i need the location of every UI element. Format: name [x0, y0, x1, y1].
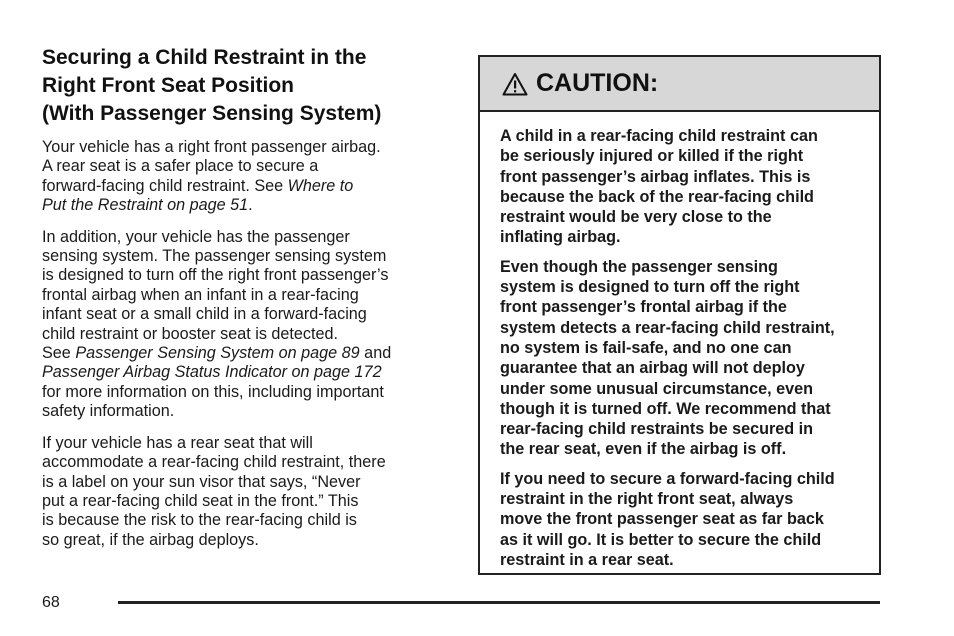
cross-reference-link[interactable]: Where to: [287, 176, 354, 195]
text-line: A rear seat is a safer place to secure a: [42, 157, 319, 176]
text-line: frontal airbag when an infant in a rear-facing: [42, 285, 359, 304]
text-line: so great, if the airbag deploys.: [42, 530, 259, 549]
text-line: infant seat or a small child in a forward-facing: [42, 305, 367, 324]
text-line: because the back of the rear-facing child: [500, 187, 814, 206]
title-line: (With Passenger Sensing System): [42, 102, 382, 125]
caution-paragraph: [500, 257, 863, 460]
text-line: child restraint or booster seat is detected.: [42, 324, 339, 343]
text-line: restraint in the right front seat, always: [500, 490, 794, 509]
text-line: restraint would be very close to the: [500, 208, 772, 227]
text-line: the rear seat, even if the airbag is off.: [500, 440, 787, 459]
text-line: guarantee that an airbag will not deploy: [500, 359, 805, 378]
text-line: for more information on this, including important: [42, 382, 384, 401]
cross-reference-link[interactable]: Put the Restraint on page 51: [42, 196, 249, 215]
caution-header: [480, 57, 879, 112]
text-line: If you need to secure a forward-facing child: [500, 469, 835, 488]
text-line: as it will go. It is better to secure the child: [500, 530, 822, 549]
page-number: 68: [42, 594, 60, 611]
text-line: move the front passenger seat as far back: [500, 510, 824, 529]
text-line: is because the risk to the rear-facing child is: [42, 511, 357, 530]
footer-divider: [118, 601, 880, 604]
main-column: [42, 44, 432, 562]
sun-visor-paragraph: [42, 434, 432, 550]
text-line: though it is turned off. We recommend that: [500, 399, 831, 418]
warning-triangle-icon: [502, 72, 528, 96]
text-line: accommodate a rear-facing child restraint, there: [42, 453, 386, 472]
text-line: sensing system. The passenger sensing system: [42, 247, 387, 266]
cross-reference-link[interactable]: Passenger Sensing System on page 89: [75, 344, 360, 363]
text-line: front passenger’s airbag inflates. This is: [500, 167, 811, 186]
text-line: no system is fail-safe, and no one can: [500, 338, 792, 357]
text-line: inflating airbag.: [500, 228, 621, 247]
text-line: rear-facing child restraints be secured in: [500, 420, 814, 439]
text-line: In addition, your vehicle has the passenger: [42, 227, 350, 246]
caution-title: CAUTION:: [536, 69, 659, 97]
text-line: See Passenger Sensing System on page 89 and: [42, 344, 392, 363]
text-line: put a rear-facing child seat in the front.” This: [42, 491, 359, 510]
text-line: system detects a rear-facing child restraint,: [500, 318, 835, 337]
text-line: under some unusual circumstance, even: [500, 379, 814, 398]
caution-body: [480, 112, 879, 570]
text-line: is designed to turn off the right front passenger’s: [42, 266, 389, 285]
text-line: A child in a rear-facing child restraint can: [500, 127, 818, 145]
text-line: system is designed to turn off the right: [500, 278, 800, 297]
text-line: front passenger’s frontal airbag if the: [500, 298, 787, 317]
text-line: [42, 363, 432, 382]
text-line: Your vehicle has a right front passenger airbag.: [42, 138, 381, 156]
section-title: [42, 44, 432, 128]
title-line: Right Front Seat Position: [42, 74, 294, 97]
sensing-system-paragraph: [42, 228, 432, 422]
caution-paragraph: [500, 469, 863, 570]
intro-paragraph: [42, 138, 432, 216]
text-line: If your vehicle has a rear seat that will: [42, 433, 313, 452]
text-line: restraint in a rear seat.: [500, 550, 674, 569]
title-line: Securing a Child Restraint in the: [42, 46, 367, 69]
text-line: be seriously injured or killed if the right: [500, 147, 804, 166]
cross-reference-link[interactable]: Passenger Airbag Status Indicator on page 172: [42, 363, 382, 382]
caution-box: [478, 55, 881, 575]
caution-paragraph: [500, 126, 863, 248]
text-line: Put the Restraint on page 51.: [42, 196, 253, 215]
text-line: safety information.: [42, 402, 175, 421]
text-line: forward-facing child restraint. See Where to: [42, 176, 354, 195]
text-line: Even though the passenger sensing: [500, 257, 778, 276]
text-line: is a label on your sun visor that says, “Never: [42, 472, 361, 491]
